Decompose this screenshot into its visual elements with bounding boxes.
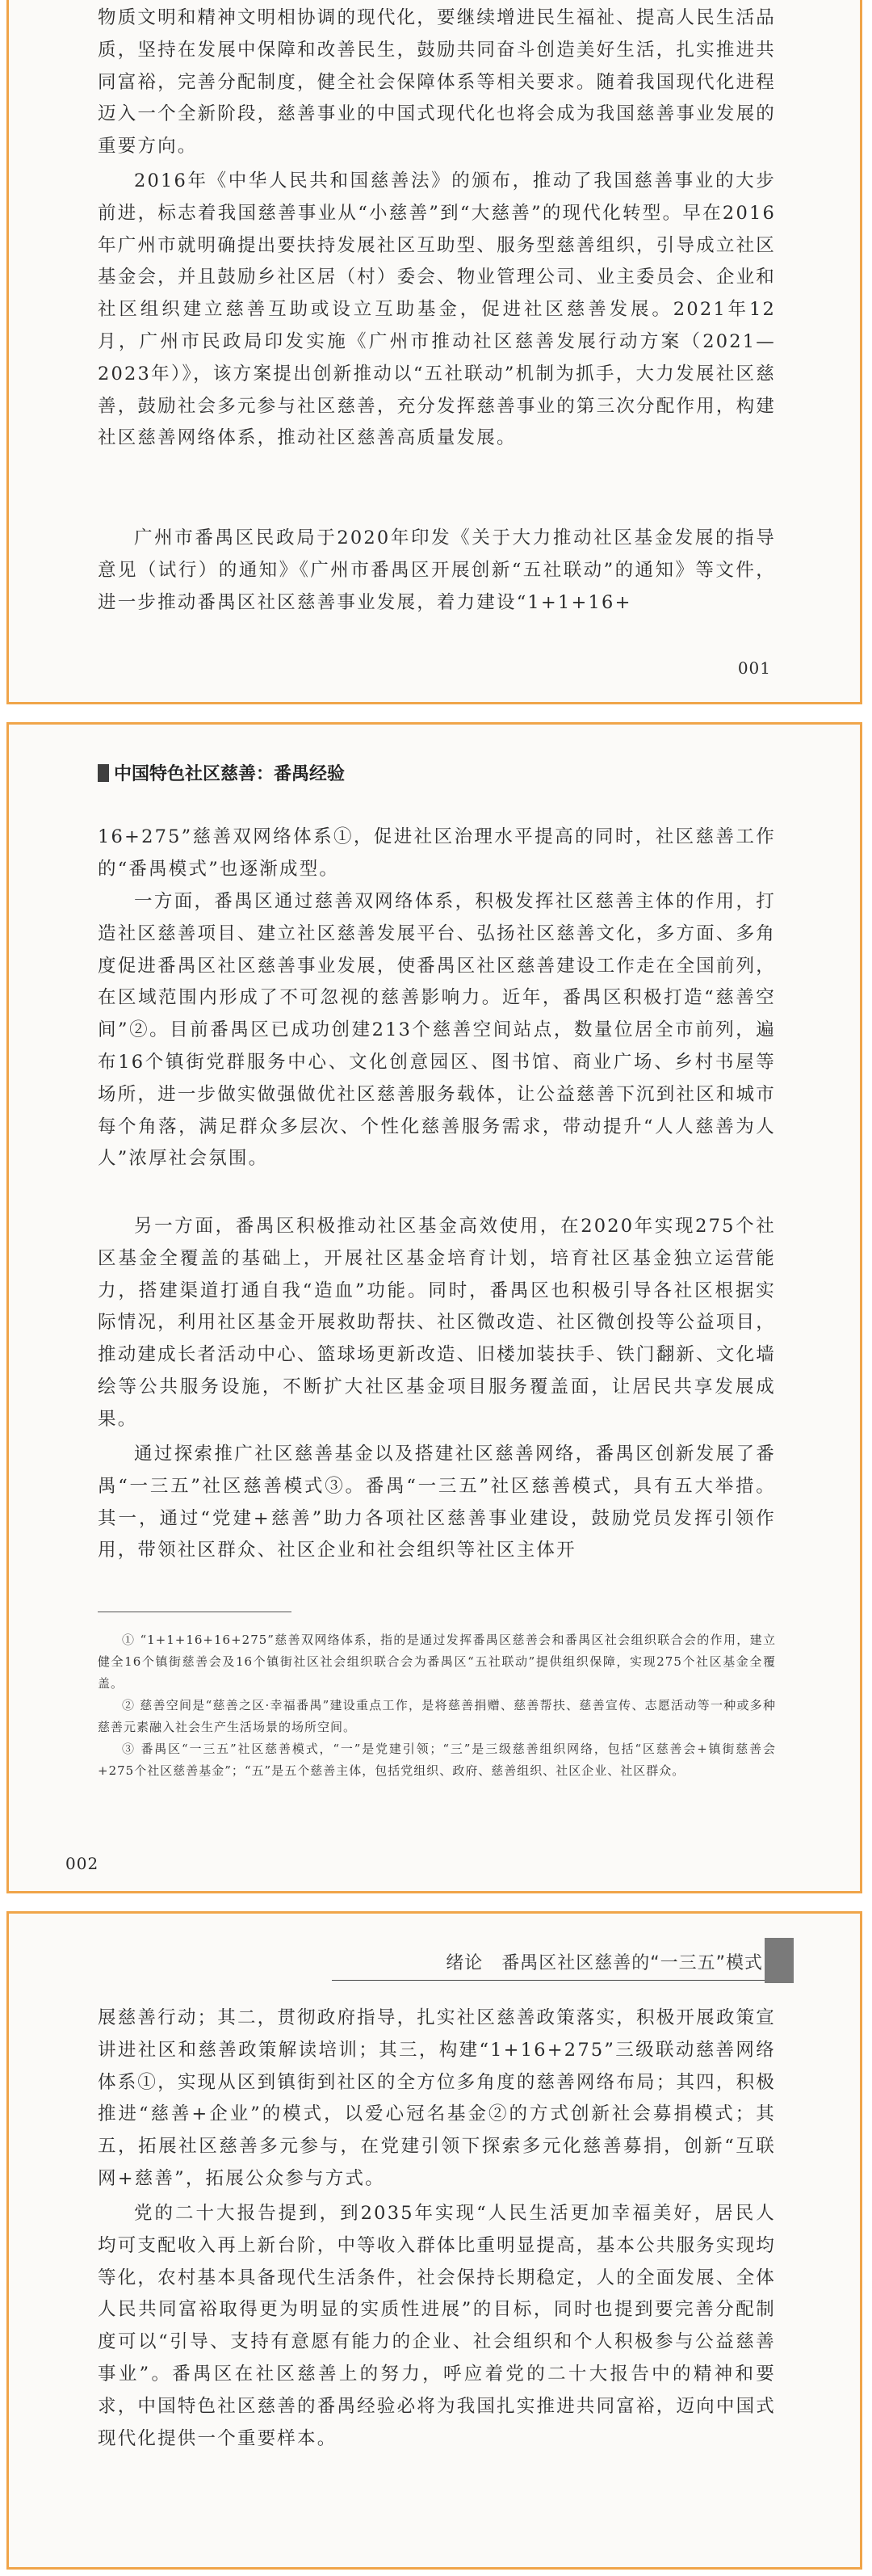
page-number: 002	[65, 1854, 99, 1873]
paragraph: 物质文明和精神文明相协调的现代化，要继续增进民生福祉、提高人民生活品质，坚持在发展中保障和改善民生，鼓励共同奋斗创造美好生活，扎实推进共同富裕，完善分配制度，健全社会保障体系等相关要求。随着我国现代化进程迈入一个全新阶段，慈善事业的中国式现代化也将会成为我国慈善事业发展的重要方向。	[98, 7, 776, 158]
chapter-tab-marker	[765, 1938, 794, 1983]
running-header-title: 绪论 番禺区社区慈善的“一三五”模式	[446, 1953, 763, 1973]
footnote: ② 慈善空间是“慈善之区·幸福番禺”建设重点工作，是将慈善捐赠、慈善帮扶、慈善宣传、志愿活动等一种或多种慈善元素融入社会生产生活场景的场所空间。	[98, 1698, 776, 1734]
book-page-3	[6, 1911, 862, 2570]
paragraph: 展慈善行动；其二，贯彻政府指导，扎实社区慈善政策落实，积极开展政策宣讲进社区和慈善政策解读培训；其三，构建“1+16+275”三级联动慈善网络体系①，实现从区到镇街到社区的全方位多角度的慈善网络布局；其四，积极推进“慈善+企业”的模式，以爱心冠名基金②的方式创新社会募捐模式；其五，拓展社区慈善多元参与，在党建引领下探索多元化慈善募捐，创新“互联网+慈善”，拓展公众参与方式。	[98, 2007, 776, 2189]
header-square-icon	[98, 764, 109, 782]
paragraph: 广州市番禺区民政局于2020年印发《关于大力推动社区基金发展的指导意见（试行）的通知》《广州市番禺区开展创新“五社联动”的通知》等文件，进一步推动番禺区社区慈善事业发展，着力建设“1+1+16+	[98, 527, 776, 613]
running-header-title: 中国特色社区慈善：番禺经验	[114, 764, 346, 784]
footnotes	[98, 1629, 776, 1782]
paragraph: 党的二十大报告提到，到2035年实现“人民生活更加幸福美好，居民人均可支配收入再上新台阶，中等收入群体比重明显提高，基本公共服务实现均等化，农村基本具备现代生活条件，社会保持长期稳定，人的全面发展、全体人民共同富裕取得更为明显的实质性进展”的目标，同时也提到要完善分配制度可以“引导、支持有意愿有能力的企业、社会组织和个人积极参与公益慈善事业”。番禺区在社区慈善上的努力，呼应着党的二十大报告中的精神和要求，中国特色社区慈善的番禺经验必将为我国扎实推进共同富裕，迈向中国式现代化提供一个重要样本。	[98, 2203, 776, 2449]
paragraph: 通过探索推广社区慈善基金以及搭建社区慈善网络，番禺区创新发展了番禺“一三五”社区慈善模式③。番禺“一三五”社区慈善模式，具有五大举措。其一，通过“党建+慈善”助力各项社区慈善事业建设，鼓励党员发挥引领作用，带领社区群众、社区企业和社会组织等社区主体开	[98, 1443, 776, 1561]
running-header	[98, 760, 345, 785]
footnote: ① “1+1+16+16+275”慈善双网络体系，指的是通过发挥番禺区慈善会和番禺区社会组织联合会的作用，建立健全16个镇街慈善会及16个镇街社区社会组织联合会为番禺区“五社联动”提供组织保障，实现275个社区基金全覆盖。	[98, 1633, 776, 1691]
paragraph: 另一方面，番禺区积极推动社区基金高效使用，在2020年实现275个社区基金全覆盖的基础上，开展社区基金培育计划，培育社区基金独立运营能力，搭建渠道打通自我“造血”功能。同时，番禺区也积极引导各社区根据实际情况，利用社区基金开展救助帮扶、社区微改造、社区微创投等公益项目，推动建成长者活动中心、篮球场更新改造、旧楼加装扶手、铁门翻新、文化墙绘等公共服务设施，不断扩大社区基金项目服务覆盖面，让居民共享发展成果。	[98, 1216, 776, 1430]
header-divider	[332, 1980, 794, 1981]
footnote: ③ 番禺区“一三五”社区慈善模式，“一”是党建引领；“三”是三级慈善组织网络，包括“区慈善会+镇街慈善会+275个社区慈善基金”；“五”是五个慈善主体，包括党组织、政府、慈善组织、社区企业、社区群众。	[98, 1742, 776, 1778]
paragraph: 一方面，番禺区通过慈善双网络体系，积极发挥社区慈善主体的作用，打造社区慈善项目、建立社区慈善发展平台、弘扬社区慈善文化，多方面、多角度促进番禺区社区慈善事业发展，使番禺区社区慈善建设工作走在全国前列，在区域范围内形成了不可忽视的慈善影响力。近年，番禺区积极打造“慈善空间”②。目前番禺区已成功创建213个慈善空间站点，数量位居全市前列，遍布16个镇街党群服务中心、文化创意园区、图书馆、商业广场、乡村书屋等场所，进一步做实做强做优社区慈善服务载体，让公益慈善下沉到社区和城市每个角落，满足群众多层次、个性化慈善服务需求，带动提升“人人慈善为人人”浓厚社会氛围。	[98, 891, 776, 1170]
page-number: 001	[737, 658, 771, 678]
book-page-1	[6, 0, 862, 704]
paragraph: 2016年《中华人民共和国慈善法》的颁布，推动了我国慈善事业的大步前进，标志着我国慈善事业从“小慈善”到“大慈善”的现代化转型。早在2016年广州市就明确提出要扶持发展社区互助型、服务型慈善组织，引导成立社区基金会，并且鼓励乡社区居（村）委会、物业管理公司、业主委员会、企业和社区组织建立慈善互助或设立互助基金，促进社区慈善发展。2021年12月，广州市民政局印发实施《广州市推动社区慈善发展行动方案（2021—2023年）》，该方案提出创新推动以“五社联动”机制为抓手，大力发展社区慈善，鼓励社会多元参与社区慈善，充分发挥慈善事业的第三次分配作用，构建社区慈善网络体系，推动社区慈善高质量发展。	[98, 170, 776, 449]
book-page-2	[6, 722, 862, 1893]
paragraph: 16+275”慈善双网络体系①，促进社区治理水平提高的同时，社区慈善工作的“番禺模式”也逐渐成型。	[98, 826, 776, 880]
